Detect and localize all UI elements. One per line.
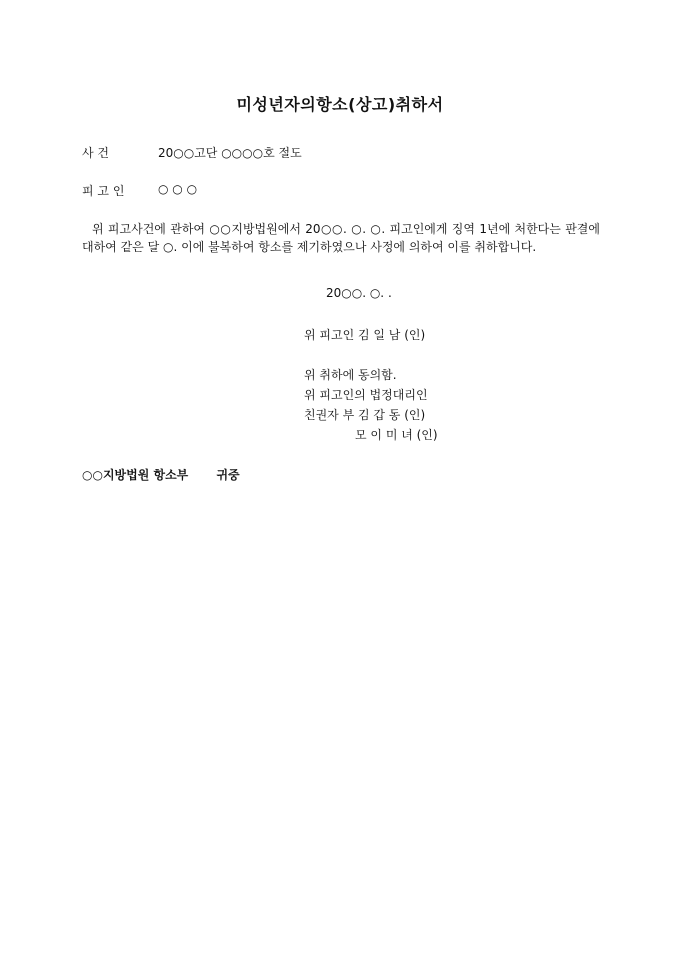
court-honorific: 귀중	[216, 468, 240, 482]
case-label: 사 건	[82, 146, 109, 160]
document-date: 20○○. ○. .	[326, 286, 392, 300]
document-title: 미성년자의항소(상고)취하서	[236, 95, 444, 114]
withdrawal-statement: 위 피고사건에 관하여 ○○지방법원에서 20○○. ○. ○. 피고인에게 징역 1년에 처한다는 판결에 대하여 같은 달 ○. 이에 불복하여 항소를 제기하였으나 사정에 의하여 이를 취하합니다.	[82, 222, 600, 254]
case-value: 20○○고단 ○○○○호 절도	[158, 146, 302, 160]
recipient-court	[82, 466, 246, 483]
defendant-label: 피 고 인	[82, 184, 125, 198]
defendant-value: ○ ○ ○	[158, 182, 198, 196]
guardian-mother-signature: 모 이 미 녀 (인)	[355, 428, 438, 442]
consent-line: 위 취하에 동의함.	[304, 368, 397, 382]
guardian-father-signature: 친권자 부 김 갑 동 (인)	[304, 408, 426, 422]
court-name: ○○지방법원 항소부	[82, 468, 189, 482]
legal-representative-line: 위 피고인의 법정대리인	[304, 388, 428, 402]
defendant-signature: 위 피고인 김 일 남 (인)	[304, 328, 426, 342]
